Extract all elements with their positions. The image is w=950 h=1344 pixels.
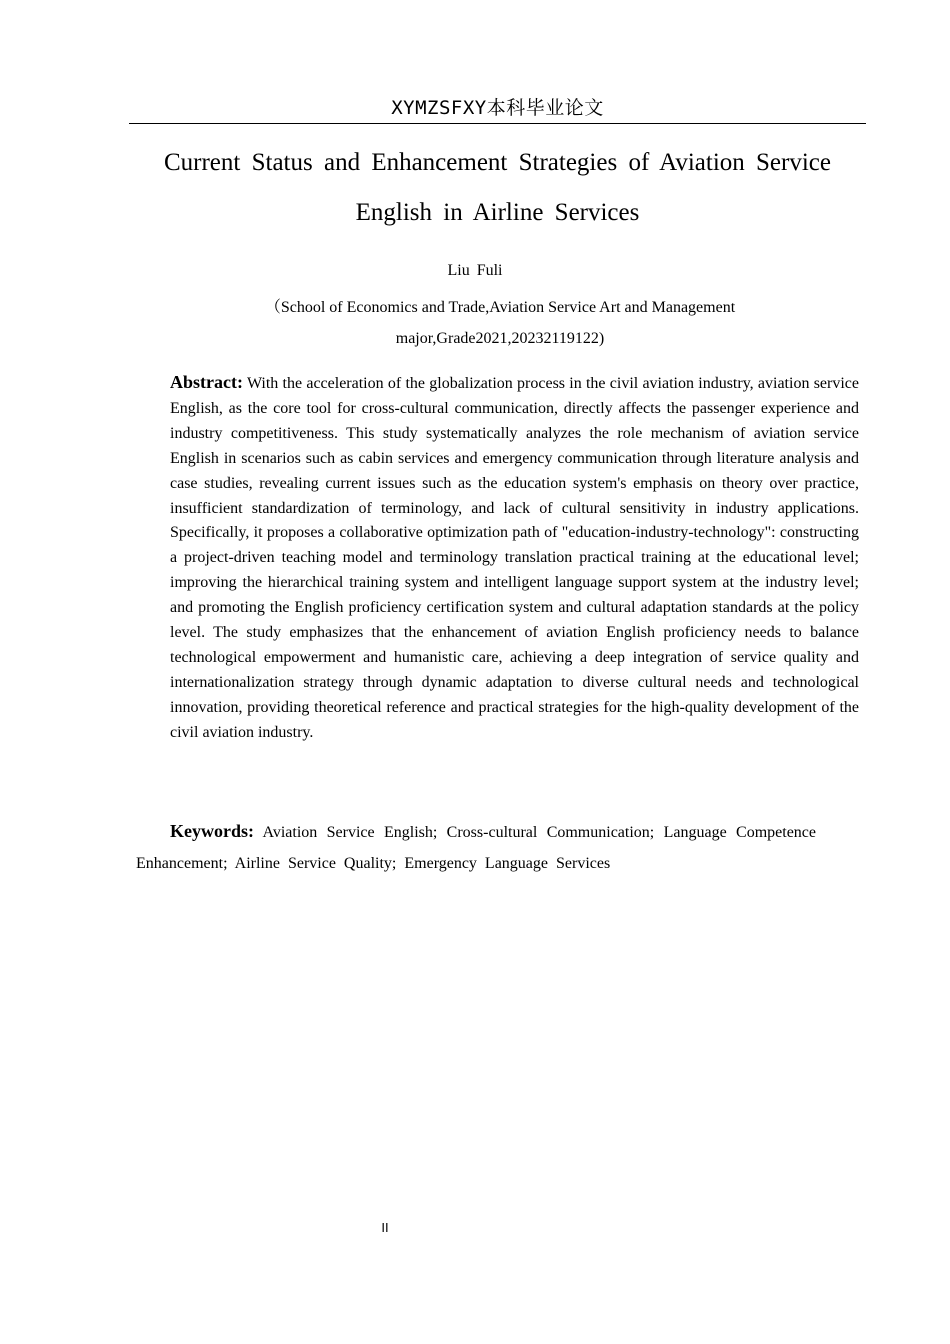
abstract (170, 370, 859, 746)
title-line-2: English in Airline Services (355, 199, 640, 226)
keywords (136, 816, 816, 879)
page-header (129, 95, 866, 124)
affiliation (230, 292, 770, 354)
page-number: II (381, 1220, 389, 1235)
abstract-label: Abstract: (170, 372, 243, 392)
keywords-text: Aviation Service English; Cross-cultural Communication; Language Competence Enhancement; Airline Service Quality; Emergency Language Services (136, 824, 816, 872)
author-name: Liu Fuli (447, 262, 503, 279)
affiliation-line-1: （School of Economics and Trade,Aviation Service Art and Management (264, 299, 736, 316)
header-text: XYMZSFXY本科毕业论文 (391, 97, 604, 119)
affiliation-line-2: major,Grade2021,20232119122) (395, 330, 605, 347)
keywords-label: Keywords: (170, 821, 254, 841)
title-line-1: Current Status and Enhancement Strategies of Aviation Service (163, 149, 831, 176)
abstract-text: With the acceleration of the globalization process in the civil aviation industry, aviation service English, as the core tool for cross-cultural communication, directly affects the passenger experience and industry competitiveness. This study systematically analyzes the role mechanism of aviation service English in scenarios such as cabin services and emergency communication through literature analysis and case studies, revealing current issues such as the education system's emphasis on theory over practice, insufficient standardization of terminology, and lack of cultural sensitivity in industry applications. Specifically, it proposes a collaborative optimization path of "education-industry-technology": constructing a project-driven teaching model and terminology translation practical training at the educational level; improving the hierarchical training system and intelligent language support system at the industry level; and promoting the English proficiency certification system and cultural adaptation standards at the policy level. The study emphasizes that the enhancement of aviation English proficiency needs to balance technological empowerment and humanistic care, achieving a deep integration of service quality and internationalization strategy through dynamic adaptation to diverse cultural needs and technological innovation, providing theoretical reference and practical strategies for the high-quality development of the civil aviation industry. (170, 375, 859, 741)
paper-title (140, 138, 855, 238)
